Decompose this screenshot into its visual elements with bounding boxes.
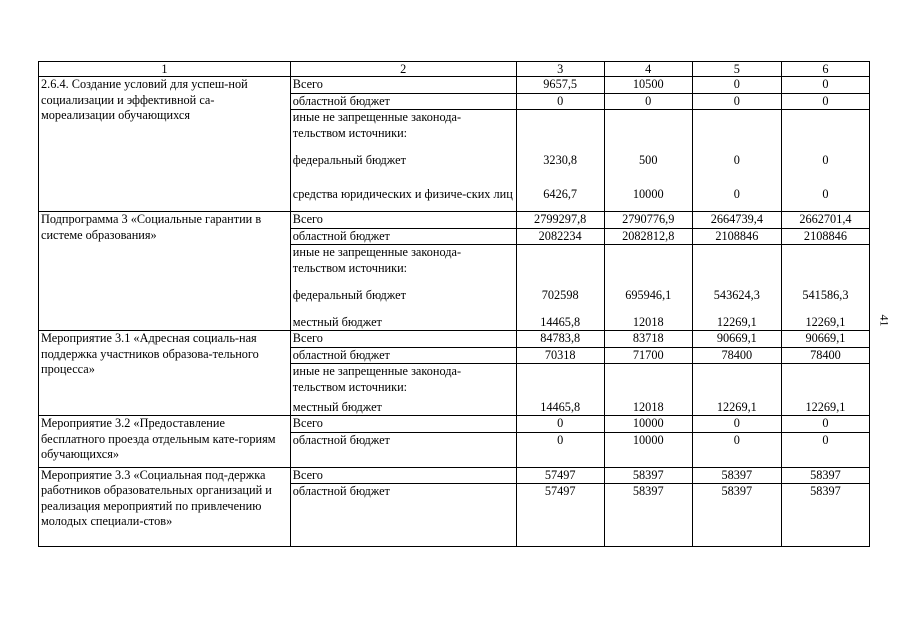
value-cell: 2108846 (781, 228, 869, 245)
value-cell: 2662701,4 (781, 212, 869, 229)
header-col-6: 6 (781, 62, 869, 77)
header-col-2: 2 (290, 62, 516, 77)
value-cell: 9657,5 (516, 77, 604, 94)
value-cell: 14465,8 (516, 398, 604, 416)
value-cell: 12269,1 (692, 313, 781, 331)
value-cell: 0 (781, 432, 869, 467)
source-cell: федеральный бюджет (290, 144, 516, 178)
group-name: Подпрограмма 3 «Социальные гарантии в системе образования» (39, 212, 291, 331)
value-cell: 0 (781, 77, 869, 94)
source-cell: средства юридических и физиче-ских лиц (290, 178, 516, 212)
value-cell: 0 (604, 93, 692, 110)
value-cell: 0 (781, 144, 869, 178)
source-cell: местный бюджет (290, 398, 516, 416)
value-cell: 3230,8 (516, 144, 604, 178)
value-cell (692, 364, 781, 398)
table-row (39, 77, 870, 94)
header-col-1: 1 (39, 62, 291, 77)
value-cell (516, 110, 604, 144)
value-cell: 58397 (781, 484, 869, 547)
value-cell: 12018 (604, 398, 692, 416)
source-cell: иные не запрещенные законода-тельством источники: (290, 245, 516, 279)
value-cell: 0 (516, 416, 604, 433)
value-cell: 57497 (516, 467, 604, 484)
value-cell: 0 (692, 416, 781, 433)
header-col-5: 5 (692, 62, 781, 77)
source-cell: иные не запрещенные законода-тельством источники: (290, 110, 516, 144)
source-cell: областной бюджет (290, 484, 516, 547)
value-cell: 695946,1 (604, 279, 692, 313)
group-name: Мероприятие 3.2 «Предоставление бесплатного проезда отдельным кате-гориям обучающихся» (39, 416, 291, 468)
value-cell: 58397 (604, 467, 692, 484)
source-cell: Всего (290, 331, 516, 348)
value-cell: 90669,1 (692, 331, 781, 348)
value-cell: 2799297,8 (516, 212, 604, 229)
value-cell: 71700 (604, 347, 692, 364)
value-cell: 12018 (604, 313, 692, 331)
value-cell: 70318 (516, 347, 604, 364)
value-cell: 58397 (781, 467, 869, 484)
value-cell: 10000 (604, 432, 692, 467)
value-cell (781, 110, 869, 144)
value-cell: 0 (692, 77, 781, 94)
value-cell: 14465,8 (516, 313, 604, 331)
value-cell: 0 (781, 416, 869, 433)
value-cell: 10000 (604, 178, 692, 212)
value-cell (781, 245, 869, 279)
value-cell: 12269,1 (781, 313, 869, 331)
source-cell: областной бюджет (290, 432, 516, 467)
source-cell: федеральный бюджет (290, 279, 516, 313)
group-name: Мероприятие 3.3 «Социальная под-держка работников образовательных организаций и реализация мероприятий по привлечению молодых специали-стов» (39, 467, 291, 547)
value-cell: 2082812,8 (604, 228, 692, 245)
value-cell: 702598 (516, 279, 604, 313)
value-cell (692, 245, 781, 279)
value-cell: 6426,7 (516, 178, 604, 212)
value-cell: 0 (516, 93, 604, 110)
value-cell: 0 (692, 93, 781, 110)
source-cell: Всего (290, 416, 516, 433)
group-name: 2.6.4. Создание условий для успеш-ной социализации и эффективной са-мореализации обучающихся (39, 77, 291, 212)
value-cell: 543624,3 (692, 279, 781, 313)
value-cell: 2664739,4 (692, 212, 781, 229)
header-col-3: 3 (516, 62, 604, 77)
header-row (39, 62, 870, 77)
table-body (39, 77, 870, 547)
value-cell (516, 364, 604, 398)
table-row (39, 212, 870, 229)
value-cell: 2108846 (692, 228, 781, 245)
value-cell: 57497 (516, 484, 604, 547)
value-cell: 0 (692, 178, 781, 212)
source-cell: иные не запрещенные законода-тельством источники: (290, 364, 516, 398)
source-cell: Всего (290, 467, 516, 484)
value-cell (692, 110, 781, 144)
value-cell: 90669,1 (781, 331, 869, 348)
value-cell: 10500 (604, 77, 692, 94)
group-name: Мероприятие 3.1 «Адресная социаль-ная поддержка участников образова-тельного процесса» (39, 331, 291, 416)
source-cell: областной бюджет (290, 93, 516, 110)
value-cell: 0 (781, 178, 869, 212)
value-cell (781, 364, 869, 398)
value-cell: 84783,8 (516, 331, 604, 348)
page-number: 41 (877, 314, 892, 327)
budget-table (38, 61, 870, 547)
value-cell (604, 245, 692, 279)
value-cell: 541586,3 (781, 279, 869, 313)
value-cell: 0 (692, 432, 781, 467)
value-cell (516, 245, 604, 279)
value-cell (604, 364, 692, 398)
source-cell: Всего (290, 212, 516, 229)
value-cell: 58397 (692, 484, 781, 547)
value-cell: 2082234 (516, 228, 604, 245)
value-cell: 0 (516, 432, 604, 467)
value-cell: 12269,1 (781, 398, 869, 416)
value-cell: 58397 (604, 484, 692, 547)
value-cell: 0 (692, 144, 781, 178)
table-row (39, 331, 870, 348)
header-col-4: 4 (604, 62, 692, 77)
value-cell: 500 (604, 144, 692, 178)
value-cell: 78400 (781, 347, 869, 364)
table-row (39, 467, 870, 484)
value-cell: 78400 (692, 347, 781, 364)
source-cell: областной бюджет (290, 228, 516, 245)
value-cell: 2790776,9 (604, 212, 692, 229)
value-cell: 10000 (604, 416, 692, 433)
source-cell: местный бюджет (290, 313, 516, 331)
value-cell: 0 (781, 93, 869, 110)
value-cell: 12269,1 (692, 398, 781, 416)
source-cell: областной бюджет (290, 347, 516, 364)
source-cell: Всего (290, 77, 516, 94)
value-cell: 83718 (604, 331, 692, 348)
table-row (39, 416, 870, 433)
value-cell (604, 110, 692, 144)
value-cell: 58397 (692, 467, 781, 484)
